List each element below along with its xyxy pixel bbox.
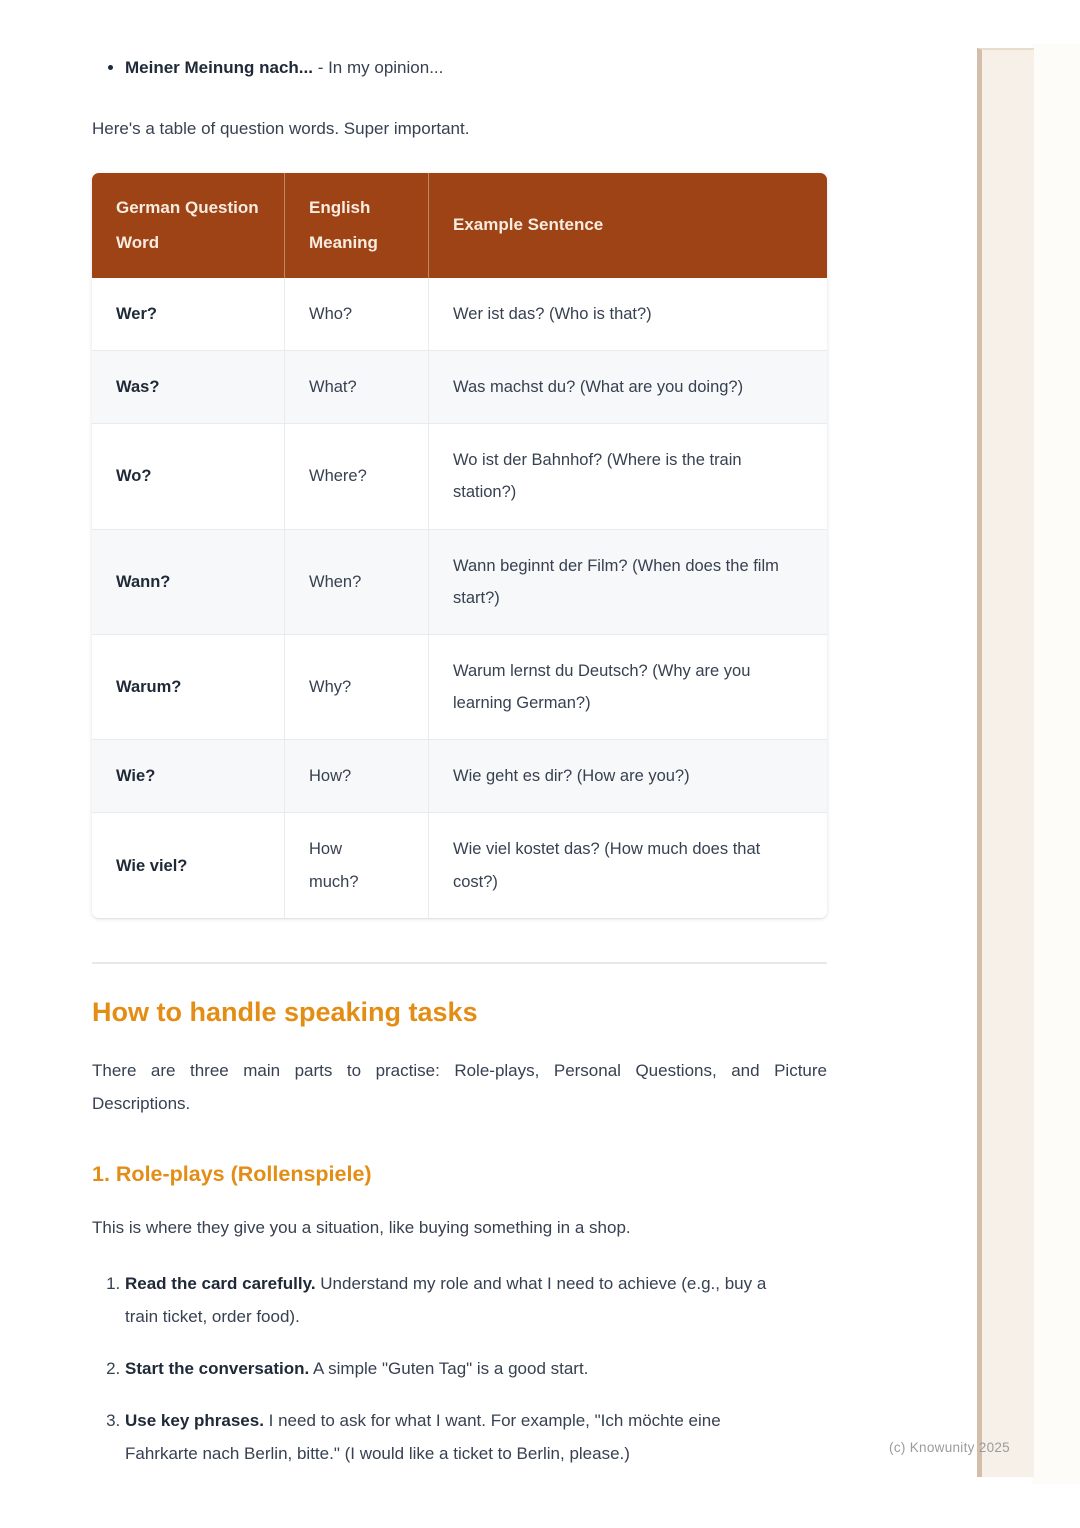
cell-german: Wann?: [92, 529, 284, 634]
table-row: [92, 529, 827, 634]
cell-german: Wo?: [92, 423, 284, 528]
table-row: [92, 350, 827, 423]
step-rest: A simple "Guten Tag" is a good start.: [309, 1358, 589, 1378]
cell-example: Wie geht es dir? (How are you?): [428, 739, 827, 812]
cell-example: Wie viel kostet das? (How much does that cost?): [428, 812, 827, 917]
table-row: [92, 423, 827, 528]
step-rest: Understand my role and what I need to achieve (e.g., buy a train ticket, order food).: [125, 1274, 767, 1326]
header-cell-english: English Meaning: [284, 173, 428, 278]
table-row: [92, 812, 827, 917]
cell-english: Who?: [284, 278, 428, 350]
step-lead: Use key phrases.: [125, 1411, 264, 1431]
table-header-row: [92, 173, 827, 278]
cell-german: Wie?: [92, 739, 284, 812]
question-words-table: [92, 173, 827, 918]
cell-english: How much?: [284, 812, 428, 917]
table-row: [92, 739, 827, 812]
step-item: [125, 1268, 777, 1333]
header-cell-german: German Question Word: [92, 173, 284, 278]
step-lead: Start the conversation.: [125, 1358, 310, 1378]
cell-english: Why?: [284, 634, 428, 739]
cell-german: Wie viel?: [92, 812, 284, 917]
cell-english: How?: [284, 739, 428, 812]
page-edge-outer: [1032, 44, 1080, 1484]
bullet-list: [92, 55, 827, 81]
step-rest: I need to ask for what I want. For example, "Ich möchte eine Fahrkarte nach Berlin, bitte." (I would like a ticket to Berlin, please.): [125, 1411, 721, 1463]
section-heading: How to handle speaking tasks: [92, 996, 478, 1027]
document-content: [92, 0, 827, 1490]
step-item: [125, 1353, 777, 1385]
cell-english: What?: [284, 350, 428, 423]
page-edge-inner: [977, 48, 1034, 1477]
cell-german: Warum?: [92, 634, 284, 739]
cell-english: Where?: [284, 423, 428, 528]
cell-example: Wo ist der Bahnhof? (Where is the train station?): [428, 423, 827, 528]
step-lead: Read the card carefully.: [125, 1274, 316, 1294]
table-row: [92, 278, 827, 350]
bullet-item-lead: Meiner Meinung nach...: [125, 58, 313, 77]
cell-example: Warum lernst du Deutsch? (Why are you learning German?): [428, 634, 827, 739]
cell-example: Wann beginnt der Film? (When does the film start?): [428, 529, 827, 634]
header-cell-example: Example Sentence: [428, 173, 827, 278]
cell-example: Wer ist das? (Who is that?): [428, 278, 827, 350]
section-divider: [92, 962, 827, 964]
cell-example: Was machst du? (What are you doing?): [428, 350, 827, 423]
cell-english: When?: [284, 529, 428, 634]
watermark: (c) Knowunity 2025: [889, 1440, 1010, 1455]
section-intro: There are three main parts to practise: Role-plays, Personal Questions, and Picture Descriptions.: [92, 1061, 827, 1114]
bullet-item: [125, 55, 827, 81]
intro-text: Here's a table of question words. Super important.: [92, 119, 470, 139]
steps-list: [92, 1268, 827, 1469]
subsection-heading: 1. Role-plays (Rollenspiele): [92, 1162, 372, 1187]
bullet-item-rest: - In my opinion...: [312, 58, 444, 77]
cell-german: Was?: [92, 350, 284, 423]
table-row: [92, 634, 827, 739]
cell-german: Wer?: [92, 278, 284, 350]
subsection-intro: This is where they give you a situation, like buying something in a shop.: [92, 1218, 631, 1238]
step-item: [125, 1405, 777, 1470]
